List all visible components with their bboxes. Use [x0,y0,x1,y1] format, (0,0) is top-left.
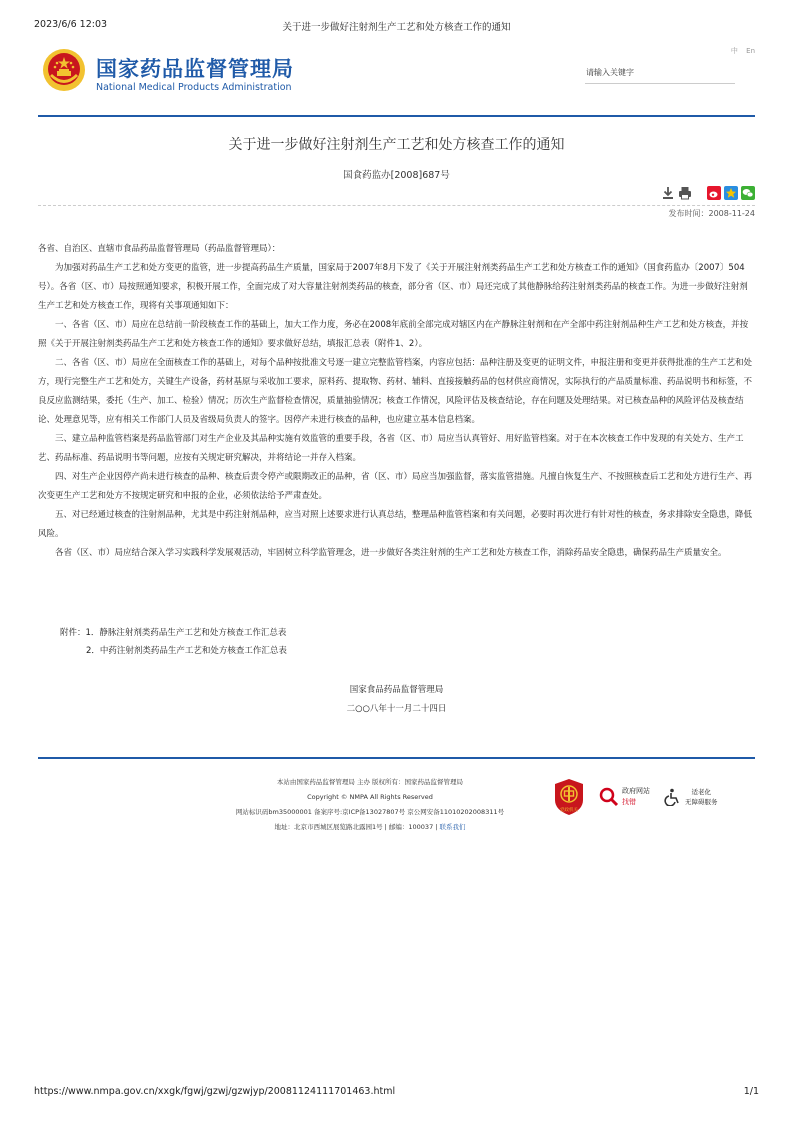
footer-address-text: 地址：北京市西城区展览路北露园1号 | 邮编：100037 | [274,823,438,831]
footer-copyright: Copyright © NMPA All Rights Reserved [307,793,433,801]
contact-us-link[interactable]: 联系我们 [439,823,466,831]
paragraph-item-5: 五、对已经通过核查的注射剂品种，尤其是中药注射剂品种，应当对照上述要求进行认真总结，整理品种监管档案和有关问题，必要时再次进行有针对性的核查，务求排除安全隐患，降低风险。 [38,510,753,539]
footer-registration: 网站标识码bm35000001 备案序号:京ICP备13027807号 京公网安备11010202008311号 [235,808,505,816]
magnifier-icon [599,787,619,807]
wechat-share-icon[interactable] [741,186,755,200]
language-switch [725,46,755,56]
meta-divider [38,205,755,206]
print-icon[interactable] [678,186,692,200]
signature-date: 二○○八年十一月二十四日 [346,704,447,714]
national-emblem-icon[interactable] [42,48,86,92]
print-url: https://www.nmpa.gov.cn/xxgk/fgwj/gzwj/gzwjyp/20081124111701463.html [34,1086,396,1097]
find-error-line2: 找错 [622,798,636,806]
lang-en-link[interactable]: En [746,47,755,55]
accessibility-badge[interactable] [664,787,718,807]
party-government-badge-icon[interactable] [553,778,585,816]
print-footer [34,1086,759,1100]
search-input[interactable]: 请输入关键字 [585,66,735,84]
signature-block [38,681,755,719]
paragraph-intro: 为加强对药品生产工艺和处方变更的监管，进一步提高药品生产质量，国家局于2007年8月下发了《关于开展注射剂类药品生产工艺和处方核查工作的通知》（国食药监办〔2007〕504号）。各省（区、市）局按照通知要求，积极开展工作，全面完成了对大容量注射剂类药品的核查，部分省（区、市）局还完成了其他静脉给药注射剂类药品的核查工作。为进一步做好注射剂生产工艺和处方核查工作，现将有关事项通知如下： [38,263,748,311]
paragraph-item-1: 一、各省（区、市）局应在总结前一阶段核查工作的基础上，加大工作力度，务必在2008年底前全部完成对辖区内在产静脉注射剂和在产全部中药注射剂品种生产工艺和处方核查，并按照《关于开展注射剂类药品生产工艺和处方核查工作的通知》要求做好总结，填报汇总表（附件1、2）。 [38,320,749,349]
paragraph-item-3: 三、建立品种监管档案是药品监管部门对生产企业及其品种实施有效监管的重要手段，各省（区、市）局应当认真管好、用好监管档案。对于在本次核查工作中发现的有关处方、生产工艺、药品标准、药品说明书等问题，应按有关规定研究解决，并将结论一并存入档案。 [38,434,744,463]
wheelchair-icon [664,788,682,806]
badge-red-label: 党政机关 [560,808,578,813]
signature-org: 国家食品药品监督管理局 [349,685,444,695]
document-title: 关于进一步做好注射剂生产工艺和处方核查工作的通知 [228,137,565,153]
paragraph-closing: 各省（区、市）局应结合深入学习实践科学发展观活动，牢固树立科学监管理念，进一步做好各类注射剂的生产工艺和处方核查工作，消除药品安全隐患，确保药品生产质量安全。 [55,548,727,558]
footer-address [190,820,550,835]
article-tools [658,184,755,202]
print-datetime: 2023/6/6 12:03 [34,19,108,30]
footer-divider [38,757,755,759]
qzone-share-icon[interactable] [724,186,738,200]
publish-date: 发布时间：2008-11-24 [668,209,755,218]
site-footer [190,775,550,835]
footer-sponsor: 本站由国家药品监督管理局 主办 版权所有：国家药品监督管理局 [276,778,464,786]
header-divider [38,115,755,117]
site-name-en: National Medical Products Administration [96,82,292,93]
print-page-number: 1/1 [743,1086,759,1097]
print-page-title: 关于进一步做好注射剂生产工艺和处方核查工作的通知 [282,22,511,33]
download-icon[interactable] [661,186,675,200]
attachments-list [60,624,287,660]
document-body [38,240,755,563]
print-header [34,19,759,33]
site-header [38,44,755,104]
paragraph-item-4: 四、对生产企业因停产尚未进行核查的品种、核查后责令停产或限期改正的品种，省（区、市）局应当加强监督，落实监管措施。凡擅自恢复生产、不按照核查后工艺和处方进行生产、再次变更生产工艺和处方不按规定研究和申报的企业，必须依法给予严肃查处。 [38,472,753,501]
paragraph-item-2: 二、各省（区、市）局应在全面核查工作的基础上，对每个品种按批准文号逐一建立完整监管档案，内容应包括：品种注册及变更的证明文件，申报注册和变更并获得批准的生产工艺和处方，现行完整生产工艺和处方，关键生产设备，药材基原与采收加工要求，原料药、提取物、药材、辅料、直接接触药品的包材供应商情况，实际执行的产品质量标准、药品说明书和标签，不良反应监测结果，委托（生产、加工、检验）情况；历次生产监督检查情况，质量抽验情况；核查工作情况，风险评估及核查结论，存在问题及处理结果。对已核查品种的风险评估及核查结论、处理意见等，应有相关工作部门人员及省级局负责人的签字。因停产未进行核查的品种，也应建立基本信息档案。 [38,358,753,425]
attachment-item[interactable]: 2．中药注射剂类药品生产工艺和处方核查工作汇总表 [86,646,287,656]
attachment-item[interactable]: 附件：1．静脉注射剂类药品生产工艺和处方核查工作汇总表 [60,628,287,638]
footer-badges [553,777,718,817]
site-name-cn[interactable]: 国家药品监督管理局 [96,57,294,81]
weibo-share-icon[interactable] [707,186,721,200]
document-number: 国食药监办[2008]687号 [343,170,450,181]
find-error-line1: 政府网站 [622,787,650,795]
accessibility-line1: 适老化 [691,788,711,796]
website-error-report-badge[interactable] [599,786,650,808]
lang-cn-link[interactable]: 中 [730,47,738,55]
accessibility-line2: 无障碍服务 [685,798,718,806]
salutation: 各省、自治区、直辖市食品药品监督管理局（药品监督管理局）： [38,244,281,254]
